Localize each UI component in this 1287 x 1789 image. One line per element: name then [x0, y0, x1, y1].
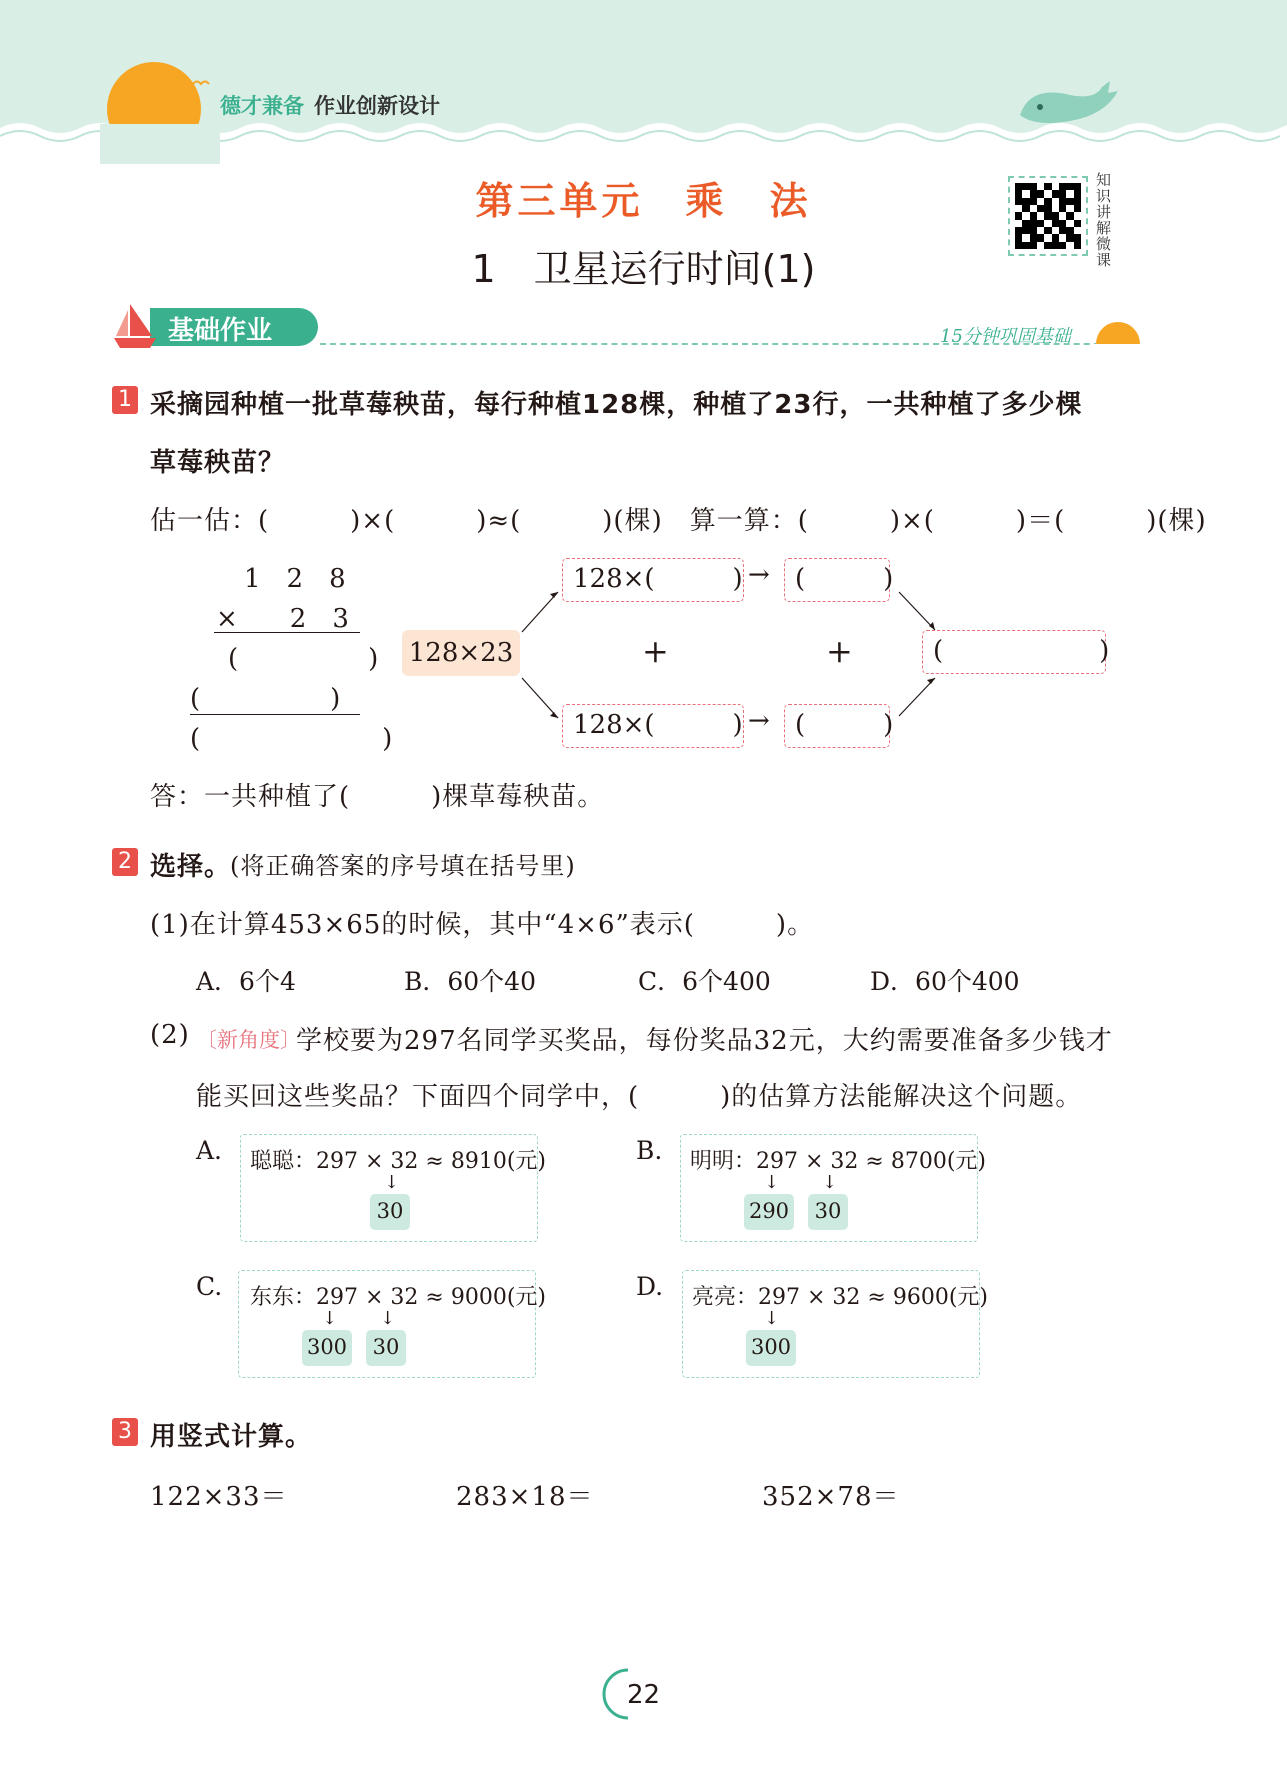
down-arrow-icon: ↓ [822, 1172, 838, 1193]
diagram-bottom-left: 128×( ) [562, 704, 744, 748]
q2-option-b: B．60个40 [404, 967, 536, 996]
question-number-3: 3 [112, 1418, 138, 1446]
vertical-row-1: 1 2 8 [244, 564, 346, 594]
q2-option-c: C．6个400 [638, 967, 771, 996]
arrow-right-icon: → [748, 706, 770, 736]
vertical-row-5: ( ) [190, 724, 393, 754]
arrow-right-icon: → [748, 560, 770, 590]
question-number-1: 1 [112, 386, 138, 414]
chip: 30 [370, 1194, 410, 1230]
q2-title: 选择。 [150, 852, 232, 882]
brand-name: 德才兼备 [220, 94, 304, 118]
diagram-bottom-right: ( ) [784, 704, 890, 748]
q2-option-a: A．6个4 [196, 967, 296, 996]
vertical-row-4: ( ) [190, 684, 341, 714]
diagram-top-right: ( ) [784, 558, 890, 602]
down-arrow-icon: ↓ [384, 1172, 400, 1193]
q3-problem-2: 283×18＝ [456, 1482, 594, 1512]
vertical-line-2 [190, 714, 360, 715]
chip: 30 [808, 1194, 848, 1230]
q3-problem-3: 352×78＝ [762, 1482, 900, 1512]
chip: 290 [744, 1194, 794, 1230]
chip: 300 [746, 1330, 796, 1366]
down-arrow-icon: ↓ [764, 1172, 780, 1193]
card-a-letter: A. [196, 1136, 223, 1165]
new-angle-tag: 〔新角度〕 [196, 1028, 301, 1052]
down-arrow-icon: ↓ [380, 1308, 396, 1329]
vertical-line-1 [214, 632, 360, 633]
q2-part1: (1)在计算453×65的时候，其中“4×6”表示( )。 [150, 910, 815, 940]
chip: 300 [302, 1330, 352, 1366]
card-c-letter: C. [196, 1272, 223, 1301]
card-a-text: 聪聪：297 × 32 ≈ 8910(元) [250, 1149, 546, 1174]
chip: 30 [366, 1330, 406, 1366]
q2-option-d: D．60个400 [870, 967, 1020, 996]
qr-label: 知识讲解微课 [1096, 171, 1112, 269]
q1-estimate-line: 估一估：( )×( )≈( )(棵) 算一算：( )×( )＝( )(棵) [150, 506, 1207, 536]
down-arrow-icon: ↓ [764, 1308, 780, 1329]
card-d-text: 亮亮：297 × 32 ≈ 9600(元) [692, 1285, 988, 1310]
q2-part2-prefix: (2) [150, 1020, 190, 1050]
card-d-letter: D. [636, 1272, 664, 1301]
qr-code[interactable] [1008, 176, 1088, 256]
diagram-result: ( ) [922, 630, 1106, 674]
birds-icon [148, 62, 218, 92]
card-b-letter: B. [636, 1136, 663, 1165]
q2-part2-line1: 学校要为297名同学买奖品，每份奖品32元，大约需要准备多少钱才 [296, 1026, 1113, 1056]
diagram-top-left: 128×( ) [562, 558, 744, 602]
q2-part2-line2: 能买回这些奖品？下面四个同学中，( )的估算方法能解决这个问题。 [196, 1082, 1083, 1112]
sailboat-icon [112, 300, 158, 350]
whale-icon [1010, 75, 1120, 135]
unit-title: 第三单元 乘 法 [475, 179, 812, 223]
card-c-text: 东东：297 × 32 ≈ 9000(元) [250, 1285, 546, 1310]
q2-subtitle: (将正确答案的序号填在括号里) [230, 852, 576, 880]
plus-sign-1: + [642, 632, 669, 670]
brand-subtitle: 作业创新设计 [314, 94, 440, 118]
plus-sign-2: + [826, 632, 853, 670]
vertical-row-3: ( ) [228, 644, 379, 674]
section-label: 基础作业 [168, 316, 273, 346]
q1-text-line1: 采摘园种植一批草莓秧苗，每行种植128棵，种植了23行，一共种植了多少棵 [150, 390, 1083, 420]
q3-problem-1: 122×33＝ [150, 1482, 288, 1512]
page-number: 22 [626, 1680, 661, 1710]
card-b-text: 明明：297 × 32 ≈ 8700(元) [690, 1149, 986, 1174]
q1-answer: 答：一共种植了( )棵草莓秧苗。 [150, 782, 605, 812]
vertical-row-2: × 2 3 [216, 604, 349, 634]
section-time-note: 15分钟巩固基础 [940, 326, 1071, 347]
question-number-2: 2 [112, 848, 138, 876]
diagram-center: 128×23 [402, 630, 520, 676]
q1-text-line2: 草莓秧苗？ [150, 448, 286, 478]
q3-title: 用竖式计算。 [150, 1422, 313, 1452]
down-arrow-icon: ↓ [322, 1308, 338, 1329]
lesson-title: 1 卫星运行时间(1) [471, 247, 816, 291]
